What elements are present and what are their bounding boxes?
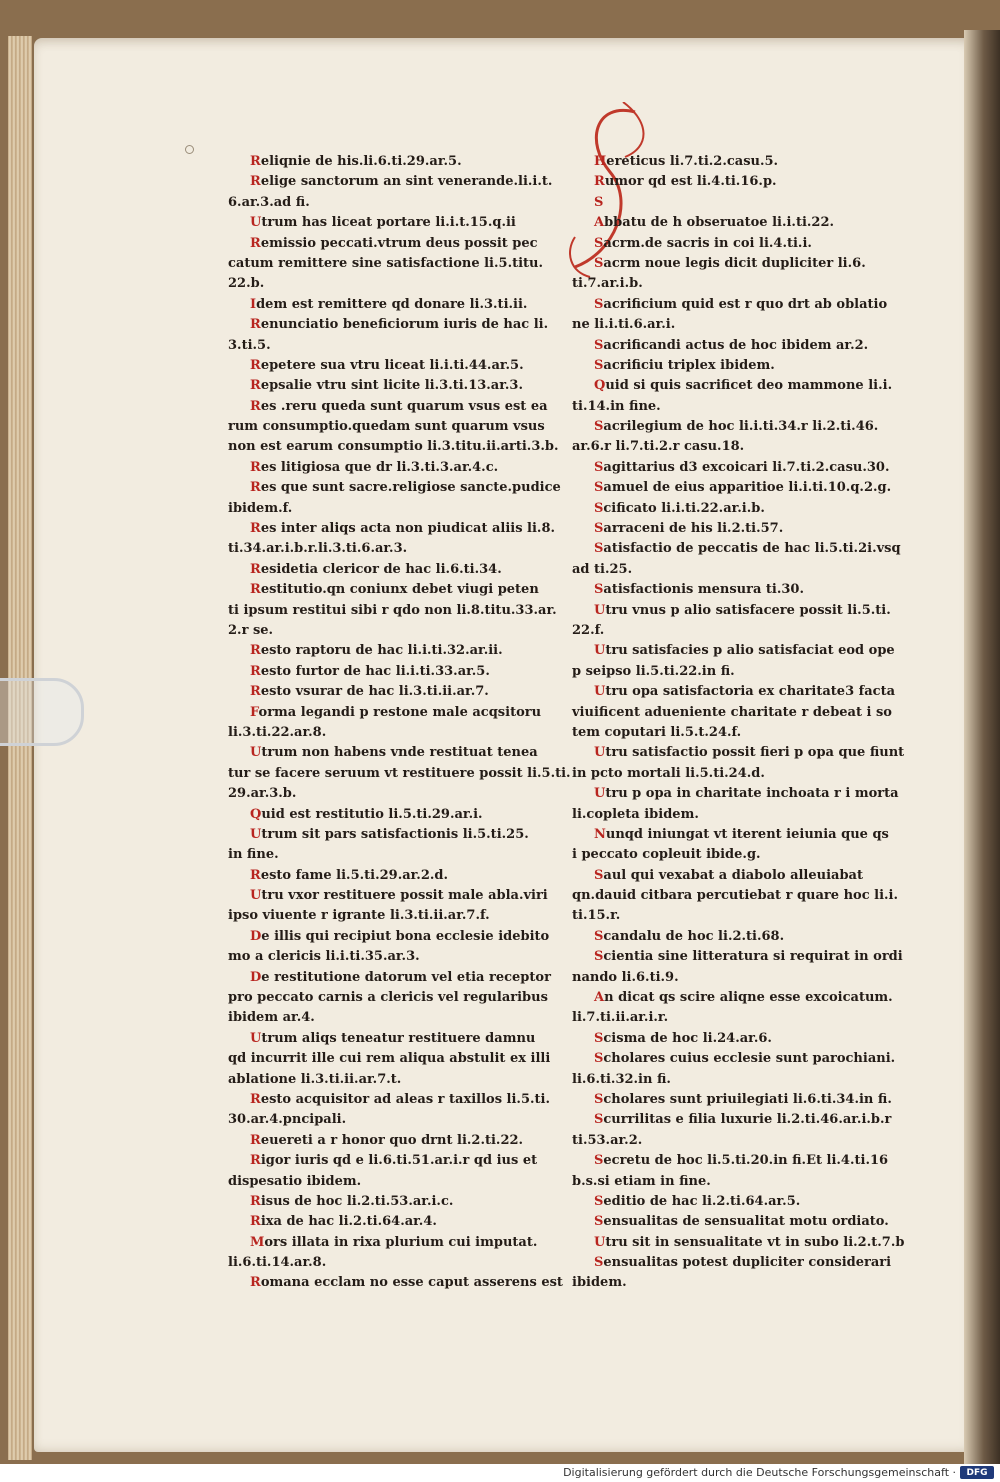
left-index-entry: Rixa de hac li.2.ti.64.ar.4. bbox=[250, 1214, 437, 1230]
right-index-entry: Utru p opa in charitate inchoata r i morta bbox=[594, 786, 899, 802]
right-index-entry: Utru vnus p alio satisfacere possit li.5.ti. bbox=[594, 602, 891, 618]
right-index-entry: viuificent adueniente charitate r debeat i so bbox=[572, 704, 892, 720]
right-index-entry: 22.f. bbox=[572, 622, 605, 638]
page-clip bbox=[0, 678, 84, 746]
right-index-entry: Utru opa satisfactoria ex charitate3 facta bbox=[594, 684, 895, 700]
right-index-entry: tem coputari li.5.t.24.f. bbox=[572, 724, 742, 740]
right-index-entry: p seipso li.5.ti.22.in fi. bbox=[572, 663, 735, 679]
right-index-entry: Sacrilegium de hoc li.i.ti.34.r li.2.ti.46. bbox=[594, 419, 879, 435]
right-index-entry: Scholares cuius ecclesie sunt parochiani. bbox=[594, 1051, 896, 1067]
right-index-entry: Sacrificiu triplex ibidem. bbox=[594, 357, 775, 373]
right-index-entry: Satisfactio de peccatis de hac li.5.ti.2i.vsq bbox=[594, 541, 901, 557]
right-index-entry: Sagittarius d3 excoicari li.7.ti.2.casu.30. bbox=[594, 459, 890, 475]
right-index-entry: Abbatu de h obseruatoe li.i.ti.22. bbox=[594, 215, 835, 231]
left-index-entry: in fine. bbox=[228, 847, 279, 863]
left-index-entry: Utrum aliqs teneatur restituere damnu bbox=[250, 1030, 536, 1046]
right-index-entry: li.copleta ibidem. bbox=[572, 806, 699, 822]
right-index-entry: Utru satisfactio possit fieri p opa que fiunt bbox=[594, 745, 905, 761]
left-index-entry: Resto furtor de hac li.i.ti.33.ar.5. bbox=[250, 663, 490, 679]
right-index-entry: Scificato li.i.ti.22.ar.i.b. bbox=[594, 500, 765, 516]
right-index-entry: b.s.si etiam in fine. bbox=[572, 1173, 711, 1189]
right-index-entry: An dicat qs scire aliqne esse excoicatum. bbox=[594, 990, 893, 1006]
left-index-entry: Repetere sua vtru liceat li.i.ti.44.ar.5. bbox=[250, 357, 524, 373]
left-index-entry: Risus de hoc li.2.ti.53.ar.i.c. bbox=[250, 1193, 454, 1209]
left-index-entry: Rigor iuris qd e li.6.ti.51.ar.i.r qd ius et bbox=[250, 1153, 538, 1169]
left-index-entry: De restitutione datorum vel etia receptor bbox=[250, 969, 551, 985]
left-index-entry: Remissio peccati.vtrum deus possit pec bbox=[250, 235, 538, 251]
left-index-entry: Reuereti a r honor quo drnt li.2.ti.22. bbox=[250, 1132, 524, 1148]
right-index-entry: Saul qui vexabat a diabolo alleuiabat bbox=[594, 867, 863, 883]
page-stack-right-edge bbox=[964, 30, 1000, 1464]
left-index-entry: Resto raptoru de hac li.i.ti.32.ar.ii. bbox=[250, 643, 503, 659]
right-index-entry: ne li.i.ti.6.ar.i. bbox=[572, 317, 676, 333]
right-index-entry: Sacrificium quid est r quo drt ab oblatio bbox=[594, 296, 888, 312]
right-index-entry: Sensualitas de sensualitat motu ordiato. bbox=[594, 1214, 889, 1230]
left-index-entry: Repsalie vtru sint licite li.3.ti.13.ar.3. bbox=[250, 378, 523, 394]
left-index-entry: 6.ar.3.ad fi. bbox=[228, 194, 310, 210]
right-index-entry: nando li.6.ti.9. bbox=[572, 969, 679, 985]
left-index-entry: Utrum sit pars satisfactionis li.5.ti.25. bbox=[250, 826, 529, 842]
left-index-entry: 22.b. bbox=[228, 276, 265, 292]
left-index-entry: tur se facere seruum vt restituere possit li.5.ti. bbox=[228, 765, 571, 781]
left-index-entry: Res que sunt sacre.religiose sancte.pudice bbox=[250, 480, 561, 496]
left-index-entry: Reliqnie de his.li.6.ti.29.ar.5. bbox=[250, 154, 462, 169]
left-index-entry: De illis qui recipiut bona ecclesie idebito bbox=[250, 928, 550, 944]
left-index-entry: li.3.ti.22.ar.8. bbox=[228, 724, 327, 740]
right-index-entry: Hereticus li.7.ti.2.casu.5. bbox=[594, 154, 779, 169]
left-index-entry: catum remittere sine satisfactione li.5.titu. bbox=[228, 255, 544, 271]
page-stack-left-edge bbox=[8, 36, 32, 1460]
footer-credit: Digitalisierung gefördert durch die Deutsche Forschungsgemeinschaft · bbox=[563, 1466, 956, 1479]
left-index-entry: Resto vsurar de hac li.3.ti.ii.ar.7. bbox=[250, 684, 489, 700]
left-index-entry: ablatione li.3.ti.ii.ar.7.t. bbox=[228, 1071, 402, 1087]
left-index-entry: ti ipsum restitui sibi r qdo non li.8.titu.33.ar. bbox=[228, 602, 557, 618]
right-index-entry: Sacrm noue legis dicit dupliciter li.6. bbox=[594, 255, 866, 271]
left-index-entry: ipso viuente r igrante li.3.ti.ii.ar.7.f. bbox=[228, 908, 490, 924]
right-index-column bbox=[572, 152, 905, 1294]
right-index-entry: ibidem. bbox=[572, 1275, 627, 1291]
right-index-entry: ad ti.25. bbox=[572, 561, 633, 577]
right-index-entry: Sacrificandi actus de hoc ibidem ar.2. bbox=[594, 337, 869, 353]
right-index-entry: Scientia sine litteratura si requirat in ordi bbox=[594, 949, 903, 965]
left-index-entry: Utrum has liceat portare li.i.t.15.q.ii bbox=[250, 215, 516, 231]
right-index-entry: Nunqd iniungat vt iterent ieiunia que qs bbox=[594, 826, 889, 842]
right-index-entry: Scholares sunt priuilegiati li.6.ti.34.in fi. bbox=[594, 1091, 892, 1107]
left-index-entry: qd incurrit ille cui rem aliqua abstulit ex illi bbox=[228, 1051, 551, 1067]
right-index-entry: Quid si quis sacrificet deo mammone li.i. bbox=[594, 378, 893, 394]
left-index-entry: Residetia clericor de hac li.6.ti.34. bbox=[250, 561, 502, 577]
right-index-entry: i peccato copleuit ibide.g. bbox=[572, 847, 761, 863]
dfg-logo: DFG bbox=[960, 1466, 994, 1479]
right-index-entry: Sensualitas potest dupliciter considerari bbox=[594, 1255, 892, 1271]
right-index-entry: Utru satisfacies p alio satisfaciat eod ope bbox=[594, 643, 895, 659]
right-index-entry: Secretu de hoc li.5.ti.20.in fi.Et li.4.ti.16 bbox=[594, 1153, 889, 1169]
right-index-entry: Utru sit in sensualitate vt in subo li.2.t.7.b bbox=[594, 1234, 905, 1250]
right-index-entry: li.6.ti.32.in fi. bbox=[572, 1071, 671, 1087]
left-index-entry: non est earum consumptio li.3.titu.ii.arti.3.b. bbox=[228, 439, 559, 455]
right-index-entry: ti.14.in fine. bbox=[572, 398, 661, 414]
right-index-entry: ti.53.ar.2. bbox=[572, 1132, 643, 1148]
left-index-column bbox=[228, 152, 571, 1294]
right-index-entry: Scisma de hoc li.24.ar.6. bbox=[594, 1030, 772, 1046]
right-index-entry: ti.7.ar.i.b. bbox=[572, 276, 643, 292]
left-index-entry: Restitutio.qn coniunx debet viugi peten bbox=[250, 582, 539, 598]
pinhole-mark bbox=[185, 145, 194, 154]
left-index-entry: li.6.ti.14.ar.8. bbox=[228, 1255, 327, 1271]
left-index-entry: 3.ti.5. bbox=[228, 337, 271, 353]
left-index-entry: ibidem.f. bbox=[228, 500, 293, 516]
left-index-entry: Renunciatio beneficiorum iuris de hac li. bbox=[250, 317, 549, 333]
left-index-entry: Idem est remittere qd donare li.3.ti.ii. bbox=[250, 296, 528, 312]
left-index-entry: Quid est restitutio li.5.ti.29.ar.i. bbox=[250, 806, 483, 822]
left-index-entry: Relige sanctorum an sint venerande.li.i.t. bbox=[250, 174, 553, 190]
left-index-entry: 29.ar.3.b. bbox=[228, 786, 297, 802]
right-index-entry: li.7.ti.ii.ar.i.r. bbox=[572, 1010, 669, 1026]
right-index-entry: Samuel de eius apparitioe li.i.ti.10.q.2.g. bbox=[594, 480, 892, 496]
right-index-entry: qn.dauid citbara percutiebat r quare hoc li.i. bbox=[572, 888, 899, 904]
right-index-entry: ar.6.r li.7.ti.2.r casu.18. bbox=[572, 439, 745, 455]
right-index-entry: Satisfactionis mensura ti.30. bbox=[594, 582, 804, 598]
right-index-entry: Scurrilitas e filia luxurie li.2.ti.46.ar.i.b.r bbox=[594, 1112, 892, 1128]
right-index-entry: in pcto mortali li.5.ti.24.d. bbox=[572, 765, 765, 781]
right-index-entry: Sacrm.de sacris in coi li.4.ti.i. bbox=[594, 235, 812, 251]
left-index-entry: ibidem ar.4. bbox=[228, 1010, 315, 1026]
footer-bar bbox=[0, 1464, 1000, 1482]
left-index-entry: Utrum non habens vnde restituat tenea bbox=[250, 745, 538, 761]
left-index-entry: Resto fame li.5.ti.29.ar.2.d. bbox=[250, 867, 449, 883]
left-index-entry: Res litigiosa que dr li.3.ti.3.ar.4.c. bbox=[250, 459, 499, 475]
left-index-entry: 30.ar.4.pncipali. bbox=[228, 1112, 347, 1128]
left-index-entry: Resto acquisitor ad aleas r taxillos li.5.ti. bbox=[250, 1091, 550, 1107]
right-index-entry: Sarraceni de his li.2.ti.57. bbox=[594, 521, 784, 537]
left-index-entry: pro peccato carnis a clericis vel regularibus bbox=[228, 990, 548, 1006]
left-index-entry: Res .reru queda sunt quarum vsus est ea bbox=[250, 398, 548, 414]
left-index-entry: Res inter aliqs acta non piudicat aliis li.8. bbox=[250, 521, 556, 537]
left-index-entry: Utru vxor restituere possit male abla.viri bbox=[250, 888, 548, 904]
left-index-entry: dispesatio ibidem. bbox=[228, 1173, 362, 1189]
right-index-entry: ti.15.r. bbox=[572, 908, 621, 924]
right-index-entry: Seditio de hac li.2.ti.64.ar.5. bbox=[594, 1193, 801, 1209]
left-index-entry: rum consumptio.quedam sunt quarum vsus bbox=[228, 419, 545, 435]
left-index-entry: 2.r se. bbox=[228, 622, 274, 638]
left-index-entry: mo a clericis li.i.ti.35.ar.3. bbox=[228, 949, 420, 965]
right-index-entry: S bbox=[594, 194, 604, 210]
right-index-entry: Rumor qd est li.4.ti.16.p. bbox=[594, 174, 777, 190]
left-index-entry: Romana ecclam no esse caput asserens est bbox=[250, 1275, 563, 1291]
right-index-entry: Scandalu de hoc li.2.ti.68. bbox=[594, 928, 785, 944]
left-index-entry: Mors illata in rixa plurium cui imputat. bbox=[250, 1234, 538, 1250]
left-index-entry: ti.34.ar.i.b.r.li.3.ti.6.ar.3. bbox=[228, 541, 408, 557]
left-index-entry: Forma legandi p restone male acqsitoru bbox=[250, 704, 542, 720]
